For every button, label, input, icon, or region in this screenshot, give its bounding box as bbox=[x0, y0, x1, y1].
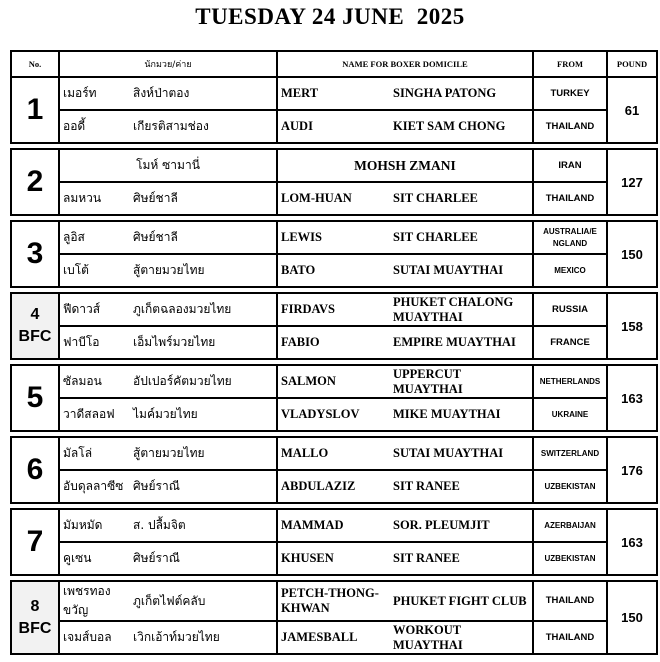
thai-name-cell bbox=[59, 470, 277, 503]
thai-name-cell bbox=[59, 398, 277, 431]
table-row bbox=[11, 509, 657, 542]
english-full-name: MOHSH ZMANI bbox=[354, 157, 456, 173]
camp-name: EMPIRE MUAYTHAI bbox=[393, 335, 516, 349]
thai-first-name: มัมหมัด bbox=[63, 518, 103, 532]
table-row bbox=[11, 221, 657, 254]
country: AZERBAIJAN bbox=[544, 520, 596, 530]
country-cell bbox=[533, 77, 607, 110]
thai-first-name: อับดุลลาซีซ bbox=[63, 479, 124, 493]
boxer-name: JAMESBALL bbox=[281, 630, 358, 644]
country-cell bbox=[533, 365, 607, 398]
english-name-cell bbox=[277, 365, 533, 398]
thai-first-name: มัลโล่ bbox=[63, 446, 93, 460]
table-row bbox=[11, 149, 657, 182]
table-header-row bbox=[11, 51, 657, 77]
pound-cell bbox=[607, 221, 657, 287]
thai-camp-name: ภูเก็ตไฟต์คลับ bbox=[133, 593, 206, 608]
country: TURKEY bbox=[550, 87, 590, 99]
country: THAILAND bbox=[545, 192, 595, 204]
bout-number-value: 5 bbox=[26, 381, 44, 414]
bout-number-value: 4 bbox=[30, 306, 40, 323]
thai-camp-name: สู้ตายมวยไทย bbox=[133, 263, 205, 277]
thai-camp-name: ศิษย์ราณี bbox=[133, 479, 180, 493]
boxer-name: MALLO bbox=[281, 446, 329, 460]
country-cell bbox=[533, 110, 607, 143]
english-name-cell bbox=[277, 509, 533, 542]
thai-first-name: ฟาบีโอ bbox=[63, 335, 100, 349]
camp-name: PHUKET CHALONG MUAYTHAI bbox=[393, 294, 514, 324]
country-cell bbox=[533, 581, 607, 621]
thai-camp-name: เกียรติสามช่อง bbox=[133, 119, 209, 133]
boxer-name: LOM-HUAN bbox=[281, 191, 352, 205]
thai-name-cell bbox=[59, 509, 277, 542]
table-row bbox=[11, 293, 657, 326]
bout-number bbox=[11, 149, 59, 215]
thai-first-name: เจมส์บอล bbox=[63, 630, 112, 644]
thai-name-cell bbox=[59, 110, 277, 143]
country-cell bbox=[533, 221, 607, 254]
country: FRANCE bbox=[550, 336, 590, 348]
pound-value: 150 bbox=[621, 246, 643, 262]
english-name-cell bbox=[277, 182, 533, 215]
english-name-cell bbox=[277, 470, 533, 503]
country: NETHERLANDS bbox=[539, 376, 601, 386]
table-row bbox=[11, 398, 657, 431]
english-name-cell bbox=[277, 254, 533, 287]
boxer-name: ABDULAZIZ bbox=[281, 479, 356, 493]
header-no: No. bbox=[11, 51, 59, 77]
pound-value: 158 bbox=[621, 318, 643, 334]
pound-value: 150 bbox=[621, 610, 643, 625]
bout-number bbox=[11, 437, 59, 503]
thai-camp-name: ศิษย์ชาลี bbox=[133, 191, 178, 205]
thai-first-name: ลูอิส bbox=[63, 230, 85, 244]
pound-cell bbox=[607, 365, 657, 431]
thai-camp-name: ไมค์มวยไทย bbox=[133, 407, 198, 421]
thai-name-cell bbox=[59, 221, 277, 254]
bout-number-value: 2 bbox=[26, 165, 44, 198]
camp-name: UPPERCUT MUAYTHAI bbox=[393, 366, 463, 396]
camp-name: KIET SAM CHONG bbox=[393, 119, 506, 133]
camp-name: MIKE MUAYTHAI bbox=[393, 407, 501, 421]
pound-cell bbox=[607, 581, 657, 654]
english-name-cell bbox=[277, 542, 533, 575]
thai-first-name: เบโต้ bbox=[63, 263, 89, 277]
table-row bbox=[11, 470, 657, 503]
english-name-cell bbox=[277, 326, 533, 359]
table-row bbox=[11, 621, 657, 654]
header-english-name: NAME FOR BOXER DOMICILE bbox=[277, 51, 533, 77]
table-row bbox=[11, 110, 657, 143]
country-cell bbox=[533, 509, 607, 542]
thai-name-cell bbox=[59, 182, 277, 215]
table-row bbox=[11, 77, 657, 110]
english-name-cell bbox=[277, 110, 533, 143]
pound-value: 127 bbox=[621, 174, 643, 190]
thai-camp-name: ภูเก็ตฉลองมวยไทย bbox=[133, 302, 232, 316]
english-name-cell bbox=[277, 221, 533, 254]
country: THAILAND bbox=[545, 120, 595, 132]
camp-name: SUTAI MUAYTHAI bbox=[393, 263, 504, 277]
thai-name-cell bbox=[59, 581, 277, 621]
country: UZBEKISTAN bbox=[544, 481, 596, 491]
english-name-cell bbox=[277, 77, 533, 110]
english-name-cell bbox=[277, 149, 533, 182]
english-name-cell bbox=[277, 437, 533, 470]
camp-name: SIT RANEE bbox=[393, 479, 460, 493]
country-cell bbox=[533, 542, 607, 575]
thai-first-name: วาดีสลอฟ bbox=[63, 407, 115, 421]
pound-value: 163 bbox=[621, 390, 643, 406]
thai-camp-name: เวิกเอ้าท์มวยไทย bbox=[133, 630, 220, 644]
thai-name-cell bbox=[59, 437, 277, 470]
page-title: TUESDAY 24 JUNE 2025 bbox=[195, 4, 465, 29]
header-pound: POUND bbox=[607, 51, 657, 77]
thai-camp-name: ศิษย์ชาลี bbox=[133, 230, 178, 244]
country-cell bbox=[533, 182, 607, 215]
boxer-name: FABIO bbox=[281, 335, 320, 349]
country-cell bbox=[533, 326, 607, 359]
thai-first-name: เพชรทองขวัญ bbox=[63, 584, 111, 617]
country: AUSTRALIA/E NGLAND bbox=[543, 226, 597, 248]
boxer-name: LEWIS bbox=[281, 230, 322, 244]
bout-number-value: 3 bbox=[26, 237, 44, 270]
pound-cell bbox=[607, 77, 657, 143]
header-thai-name: นักมวย/ค่าย bbox=[59, 51, 277, 77]
bout-number-value: 6 bbox=[26, 453, 44, 486]
thai-first-name: ฟีดาวส์ bbox=[63, 302, 101, 316]
pound-value: 176 bbox=[621, 462, 643, 478]
country-cell bbox=[533, 621, 607, 654]
camp-name: SOR. PLEUMJIT bbox=[393, 518, 490, 532]
header-from: FROM bbox=[533, 51, 607, 77]
country-cell bbox=[533, 470, 607, 503]
bout-number-value: 1 bbox=[26, 93, 44, 126]
camp-name: SIT CHARLEE bbox=[393, 230, 478, 244]
country: IRAN bbox=[558, 159, 582, 171]
fight-card-table bbox=[10, 50, 658, 655]
country-cell bbox=[533, 437, 607, 470]
boxer-name: BATO bbox=[281, 263, 316, 277]
english-name-cell bbox=[277, 293, 533, 326]
thai-camp-name: สิงห์ป่าตอง bbox=[133, 86, 190, 100]
bout-number bbox=[11, 509, 59, 575]
pound-cell bbox=[607, 149, 657, 215]
boxer-name: VLADYSLOV bbox=[281, 407, 360, 421]
thai-full-name: โมห์ ซามานี่ bbox=[136, 158, 200, 172]
boxer-name: AUDI bbox=[281, 119, 313, 133]
english-name-cell bbox=[277, 398, 533, 431]
country: UZBEKISTAN bbox=[544, 553, 596, 563]
thai-name-cell bbox=[59, 542, 277, 575]
thai-first-name: ลมหวน bbox=[63, 191, 102, 205]
boxer-name: MAMMAD bbox=[281, 518, 344, 532]
country: MEXICO bbox=[554, 265, 586, 275]
thai-first-name: คูเซน bbox=[63, 551, 92, 565]
boxer-name: KHUSEN bbox=[281, 551, 334, 565]
table-row bbox=[11, 437, 657, 470]
pound-cell bbox=[607, 293, 657, 359]
country-cell bbox=[533, 149, 607, 182]
bout-number bbox=[11, 365, 59, 431]
table-row bbox=[11, 254, 657, 287]
table-row bbox=[11, 365, 657, 398]
pound-cell bbox=[607, 437, 657, 503]
bout-number bbox=[11, 293, 59, 359]
camp-name: SIT RANEE bbox=[393, 551, 460, 565]
thai-first-name: เมอร์ท bbox=[63, 86, 97, 100]
thai-camp-name: ส. ปลื้มจิต bbox=[133, 518, 186, 532]
thai-name-cell bbox=[59, 365, 277, 398]
boxer-name: FIRDAVS bbox=[281, 302, 335, 316]
camp-name: WORKOUT MUAYTHAI bbox=[393, 622, 463, 652]
bout-number bbox=[11, 77, 59, 143]
boxer-name: MERT bbox=[281, 86, 319, 100]
thai-first-name: ออดี้ bbox=[63, 119, 86, 133]
country: SWITZERLAND bbox=[540, 448, 600, 458]
thai-camp-name: เอ็มไพร์มวยไทย bbox=[133, 335, 216, 349]
country: RUSSIA bbox=[552, 303, 588, 315]
thai-name-cell bbox=[59, 77, 277, 110]
camp-name: SIT CHARLEE bbox=[393, 191, 478, 205]
bfc-label: BFC bbox=[18, 328, 52, 345]
thai-name-cell bbox=[59, 254, 277, 287]
boxer-name: PETCH-THONG-KHWAN bbox=[281, 586, 379, 615]
country-cell bbox=[533, 398, 607, 431]
bout-number bbox=[11, 581, 59, 654]
country: THAILAND bbox=[545, 595, 595, 606]
pound-value: 61 bbox=[624, 102, 640, 118]
thai-name-cell bbox=[59, 149, 277, 182]
country: THAILAND bbox=[545, 631, 595, 643]
country-cell bbox=[533, 293, 607, 326]
pound-cell bbox=[607, 509, 657, 575]
country: UKRAINE bbox=[551, 409, 589, 419]
table-row bbox=[11, 542, 657, 575]
thai-camp-name: สู้ตายมวยไทย bbox=[133, 446, 205, 460]
thai-name-cell bbox=[59, 293, 277, 326]
table-row bbox=[11, 182, 657, 215]
thai-camp-name: อัปเปอร์คัตมวยไทย bbox=[133, 374, 232, 388]
english-name-cell bbox=[277, 621, 533, 654]
pound-value: 163 bbox=[621, 534, 643, 550]
bout-number-value: 8 bbox=[30, 597, 40, 615]
english-name-cell bbox=[277, 581, 533, 621]
country-cell bbox=[533, 254, 607, 287]
thai-name-cell bbox=[59, 326, 277, 359]
camp-name: SUTAI MUAYTHAI bbox=[393, 446, 504, 460]
thai-camp-name: ศิษย์ราณี bbox=[133, 551, 180, 565]
camp-name: PHUKET FIGHT CLUB bbox=[393, 593, 527, 608]
table-row bbox=[11, 326, 657, 359]
thai-first-name: ซัลมอน bbox=[63, 374, 102, 388]
bout-number-value: 7 bbox=[26, 525, 44, 558]
thai-name-cell bbox=[59, 621, 277, 654]
boxer-name: SALMON bbox=[281, 374, 336, 388]
bfc-label: BFC bbox=[18, 619, 52, 637]
camp-name: SINGHA PATONG bbox=[393, 86, 497, 100]
table-row bbox=[11, 581, 657, 621]
bout-number bbox=[11, 221, 59, 287]
